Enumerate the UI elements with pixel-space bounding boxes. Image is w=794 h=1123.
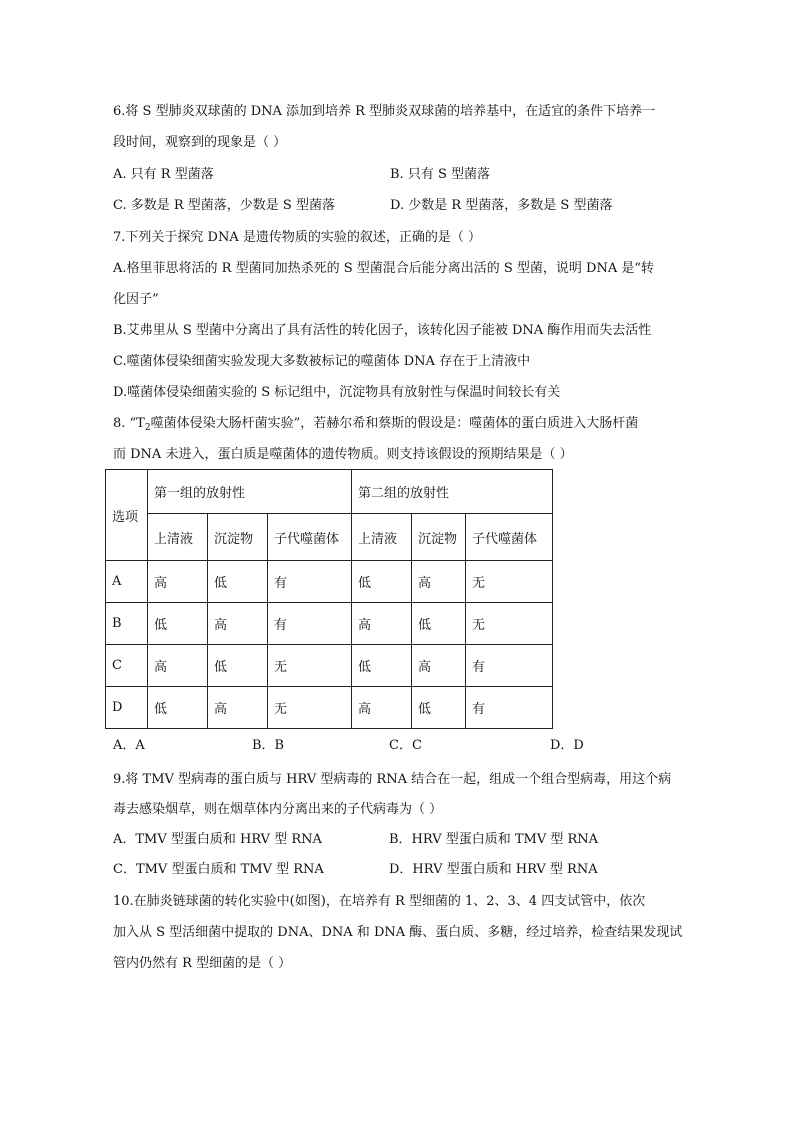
q6-stem-line1: 6.将 S 型肺炎双球菌的 DNA 添加到培养 R 型肺炎双球菌的培养基中，在适宜的条件下培养一 xyxy=(113,104,656,119)
q7-option-a-line2: 化因子” xyxy=(113,292,159,307)
q8-stem-rest: 噬菌体侵染大肠杆菌实验”，若赫尔希和蔡斯的假设是：噬菌体的蛋白质进入大肠杆菌 xyxy=(150,416,639,431)
table-cell: 高 xyxy=(352,603,412,645)
table-subheader: 上清液 xyxy=(148,514,208,561)
table-cell: 低 xyxy=(352,561,412,603)
q7-option-d: D.噬菌体侵染细菌实验的 S 标记组中，沉淀物具有放射性与保温时间较长有关 xyxy=(113,385,561,400)
table-cell: 高 xyxy=(148,561,208,603)
q7-option-a-line1: A.格里菲思将活的 R 型菌同加热杀死的 S 型菌混合后能分离出活的 S 型菌，说明 DNA 是“转 xyxy=(113,261,655,276)
table-header-option: 选项 xyxy=(106,470,148,561)
table-cell: 低 xyxy=(148,687,208,729)
table-cell: 无 xyxy=(466,561,553,603)
table-cell: 无 xyxy=(268,687,352,729)
q8-stem-line1 xyxy=(113,414,638,434)
q10-stem-line1: 10.在肺炎链球菌的转化实验中(如图)，在培养有 R 型细菌的 1、2、3、4 四支试管中，依次 xyxy=(113,894,646,909)
table-cell: 低 xyxy=(352,645,412,687)
table-cell: 有 xyxy=(268,561,352,603)
table-subheader: 上清液 xyxy=(352,514,412,561)
q8-option-b: B．B xyxy=(252,738,285,753)
q9-option-b: B．HRV 型蛋白质和 TMV 型 RNA xyxy=(389,832,599,847)
q6-option-c: C. 多数是 R 型菌落，少数是 S 型菌落 xyxy=(113,198,335,213)
table-row xyxy=(106,561,553,603)
table-cell: 低 xyxy=(412,687,466,729)
table-cell: 低 xyxy=(208,645,268,687)
q9-stem-line2: 毒去感染烟草，则在烟草体内分离出来的子代病毒为（ ） xyxy=(113,802,443,817)
q6-option-b: B. 只有 S 型菌落 xyxy=(390,167,490,182)
table-cell: 高 xyxy=(148,645,208,687)
q9-option-a: A．TMV 型蛋白质和 HRV 型 RNA xyxy=(113,832,322,847)
table-row xyxy=(106,687,553,729)
q6-option-d: D. 少数是 R 型菌落，多数是 S 型菌落 xyxy=(390,198,613,213)
table-header-group1: 第一组的放射性 xyxy=(148,470,352,514)
table-subheader: 沉淀物 xyxy=(208,514,268,561)
table-header-group2: 第二组的放射性 xyxy=(352,470,553,514)
table-cell: 无 xyxy=(268,645,352,687)
q8-option-c: C．C xyxy=(389,738,422,753)
table-cell: A xyxy=(106,561,148,603)
q8-stem-prefix: 8. “T xyxy=(113,416,145,431)
table-cell: 高 xyxy=(412,561,466,603)
table-cell: 低 xyxy=(412,603,466,645)
q9-option-c: C．TMV 型蛋白质和 TMV 型 RNA xyxy=(113,862,324,877)
q7-stem: 7.下列关于探究 DNA 是遗传物质的实验的叙述，正确的是（ ） xyxy=(113,230,481,245)
table-cell: 有 xyxy=(466,645,553,687)
table-cell: B xyxy=(106,603,148,645)
q7-option-c: C.噬菌体侵染细菌实验发现大多数被标记的噬菌体 DNA 存在于上清液中 xyxy=(113,354,531,369)
q9-option-d: D．HRV 型蛋白质和 HRV 型 RNA xyxy=(389,862,598,877)
table-row xyxy=(106,645,553,687)
q6-option-a: A. 只有 R 型菌落 xyxy=(113,167,214,182)
table-cell: 低 xyxy=(208,561,268,603)
q8-stem-line2: 而 DNA 未进入，蛋白质是噬菌体的遗传物质。则支持该假设的预期结果是（ ） xyxy=(113,447,573,462)
q7-option-b: B.艾弗里从 S 型菌中分离出了具有活性的转化因子，该转化因子能被 DNA 酶作用而失去活性 xyxy=(113,323,652,338)
table-cell: D xyxy=(106,687,148,729)
q6-stem-line2: 段时间，观察到的现象是（ ） xyxy=(113,135,287,150)
q8-option-d: D．D xyxy=(550,738,584,753)
table-cell: 高 xyxy=(412,645,466,687)
table-subheader: 沉淀物 xyxy=(412,514,466,561)
table-cell: C xyxy=(106,645,148,687)
table-row xyxy=(106,603,553,645)
table-cell: 有 xyxy=(466,687,553,729)
table-cell: 有 xyxy=(268,603,352,645)
q8-option-a: A．A xyxy=(113,738,145,753)
table-cell: 高 xyxy=(208,603,268,645)
table-cell: 低 xyxy=(148,603,208,645)
table-subheader: 子代噬菌体 xyxy=(466,514,553,561)
q9-stem-line1: 9.将 TMV 型病毒的蛋白质与 HRV 型病毒的 RNA 结合在一起，组成一个组合型病毒，用这个病 xyxy=(113,772,672,787)
table-cell: 高 xyxy=(352,687,412,729)
q8-stem-subscript: 2 xyxy=(144,423,151,433)
table-cell: 高 xyxy=(208,687,268,729)
q10-stem-line3: 管内仍然有 R 型细菌的是（ ） xyxy=(113,956,292,971)
table-cell: 无 xyxy=(466,603,553,645)
q8-results-table xyxy=(105,469,553,729)
table-subheader: 子代噬菌体 xyxy=(268,514,352,561)
q10-stem-line2: 加入从 S 型活细菌中提取的 DNA、DNA 和 DNA 酶、蛋白质、多糖，经过培养，检查结果发现试 xyxy=(113,925,683,940)
